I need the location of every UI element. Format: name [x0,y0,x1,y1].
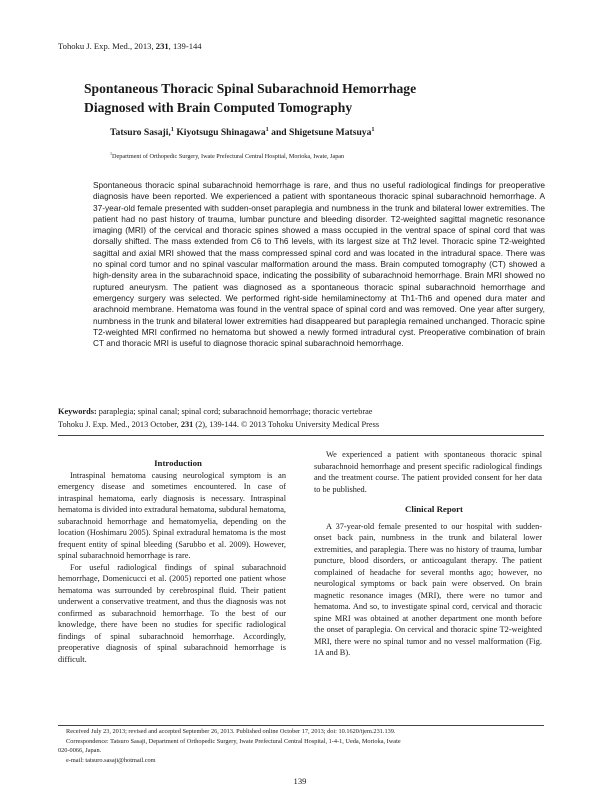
affiliation-text: Department of Orthopedic Surgery, Iwate Prefectural Central Hospital, Morioka, Iwate, Japan [112,153,345,160]
footnote-received: Received July 23, 2013; revised and accepted September 26, 2013. Published online October 17, 2013; doi: 10.1620/tjem.231.139. [66,728,396,735]
footnote-correspondence-continued: 020-0066, Japan. [58,747,102,755]
keywords [58,407,544,416]
citation-details: (2), 139-144. © 2013 Tohoku University Medical Press [195,420,380,429]
author-conjunction: and [268,127,290,138]
paper-title [84,79,524,117]
citation-volume: 231 [180,420,194,429]
title-line-2: Diagnosed with Brain Computed Tomography [84,100,353,115]
clinical-report-paragraph-1: A 37-year-old female presented to our hospital with sudden-onset back pain, numbness in the trunk and bilateral lower extremities, and paraplegia. There was no history of trauma, lumbar puncture, blood disorders, or anticoagulant therapy. The patient complained of headache for several months ago; however, no neurological symptoms or back pain were observed. On brain magnetic resonance images (MRI), there were no tumor and hematoma. And so, to investigate spinal cord, cervical and thoracic spine MRI was obtained at another department one month before the onset of paraplegia. On cervical and thoracic spine T2-weighted MRI, there were no spinal tumor and no vessel malformation (Fig. 1A and B). [314,521,542,657]
author-2: Kiyotsugu Shinagawa [176,127,266,138]
journal-volume: 231 [155,41,169,51]
citation-journal: Tohoku J. Exp. Med., 2013 October, [58,420,179,429]
title-line-1: Spontaneous Thoracic Spinal Subarachnoid Hemorrhage [84,81,417,96]
author-2-affiliation-mark: 1 [265,125,269,133]
affiliation-mark: 1 [110,150,113,156]
citation [58,420,544,429]
author-3-affiliation-mark: 1 [371,125,375,133]
footnote-correspondence: Correspondence: Tatsuro Sasaji, Department of Orthopedic Surgery, Iwate Prefectural Central Hospital, 1-4-1, Ueda, Morioka, Iwate [66,737,401,745]
header-divider [58,435,544,436]
section-heading-introduction: Introduction [154,458,202,468]
right-column [314,449,542,659]
journal-pages: , 139-144 [168,41,202,51]
section-heading-clinical-report: Clinical Report [405,504,463,514]
journal-header [58,41,202,51]
intro-paragraph-1: Intraspinal hematoma causing neurological symptom is an emergency disease and sometimes encountered. In case of intraspinal hematoma, early diagnosis is necessary. Intraspinal hematoma is divided into extradural hematoma, subdural hematoma, subarachnoid hemorrhage and hematomyelia, depending on the location (Hoshimaru 2005). Spinal extradural hematoma is the most frequent entity of spinal bleeding (Sarubbo et al. 2009). However, spinal subarachnoid hemorrhage is rare. [58,470,286,560]
footnotes [58,727,544,765]
keywords-label: Keywords: [58,407,97,416]
author-3: Shigetsune Matsuya [289,127,372,138]
affiliation [110,150,345,160]
abstract: Spontaneous thoracic spinal subarachnoid hemorrhage is rare, and thus no useful radiological findings for preoperative diagnosis have been reported. We experienced a patient with spontaneous thoracic spinal subarachnoid hemorrhage. A 37-year-old female presented with sudden-onset paraplegia and numbness in the trunk and bilateral lower extremities. The patient had no past history of trauma, lumbar puncture and bleeding disorder. T2-weighted sagittal magnetic resonance imaging (MRI) of the cervical and thoracic spines showed a mass occupied in the ventral space of spinal cord that was dorsally shifted. The mass extended from C6 to Th6 levels, with its largest size at Th2 level. Thoracic spine T2-weighted sagittal and axial MRI showed that the mass compressed spinal cord and was located in the intradural space. There was no spinal cord tumor and no spinal vascular malformation around the mass. Brain computed tomography (CT) showed a high-density area in the subarachnoid space, indicating the possibility of subarachnoid hemorrhage. Brain MRI showed no ruptured aneurysm. The patient was diagnosed as a spontaneous thoracic spinal subarachnoid hemorrhage and emergency surgery was selected. We performed right-side hemilaminectomy at Th1-Th6 and opened dura mater and arachnoid membrane. Hematoma was found in the ventral space of spinal cord and was removed. One year after surgery, numbness in the trunk and bilateral lower extremities had disappeared but paraplegia remained unchanged. Thoracic spine T2-weighted MRI confirmed no hematoma but showed a newly formed intradural cyst. Preoperative combination of brain CT and thoracic MRI is useful to diagnose thoracic spinal subarachnoid hemorrhage. [93,180,545,349]
keywords-text: paraplegia; spinal canal; spinal cord; subarachnoid hemorrhage; thoracic vertebrae [98,407,373,416]
intro-paragraph-3: We experienced a patient with spontaneous thoracic spinal subarachnoid hemorrhage and present specific radiological findings and the treatment course. The patient provided consent for her data to be published. [314,450,542,494]
author-1: Tatsuro Sasaji, [110,127,171,138]
left-column [58,458,286,665]
intro-paragraph-2: For useful radiological findings of spinal subarachnoid hemorrhage, Domenicucci et al. (2005) reported one patient whose hematoma was surrounded by cerebrospinal fluid. Their patient underwent a conservative treatment, and thus the diagnosis was not confirmed as subarachnoid hemorrhage. To the best of our knowledge, there have been no studies for specific radiological findings of spinal subarachnoid hemorrhage. Accordingly, preoperative diagnosis of spinal subarachnoid hemorrhage is difficult. [58,562,286,664]
author-1-affiliation-mark: 1 [170,125,174,133]
page-number: 139 [293,776,307,786]
journal-name: Tohoku J. Exp. Med., 2013, [58,41,154,51]
footnote-email: e-mail: tatsuro.sasaji@hotmail.com [66,756,156,764]
footnote-divider [58,725,544,726]
author-list [110,127,375,138]
